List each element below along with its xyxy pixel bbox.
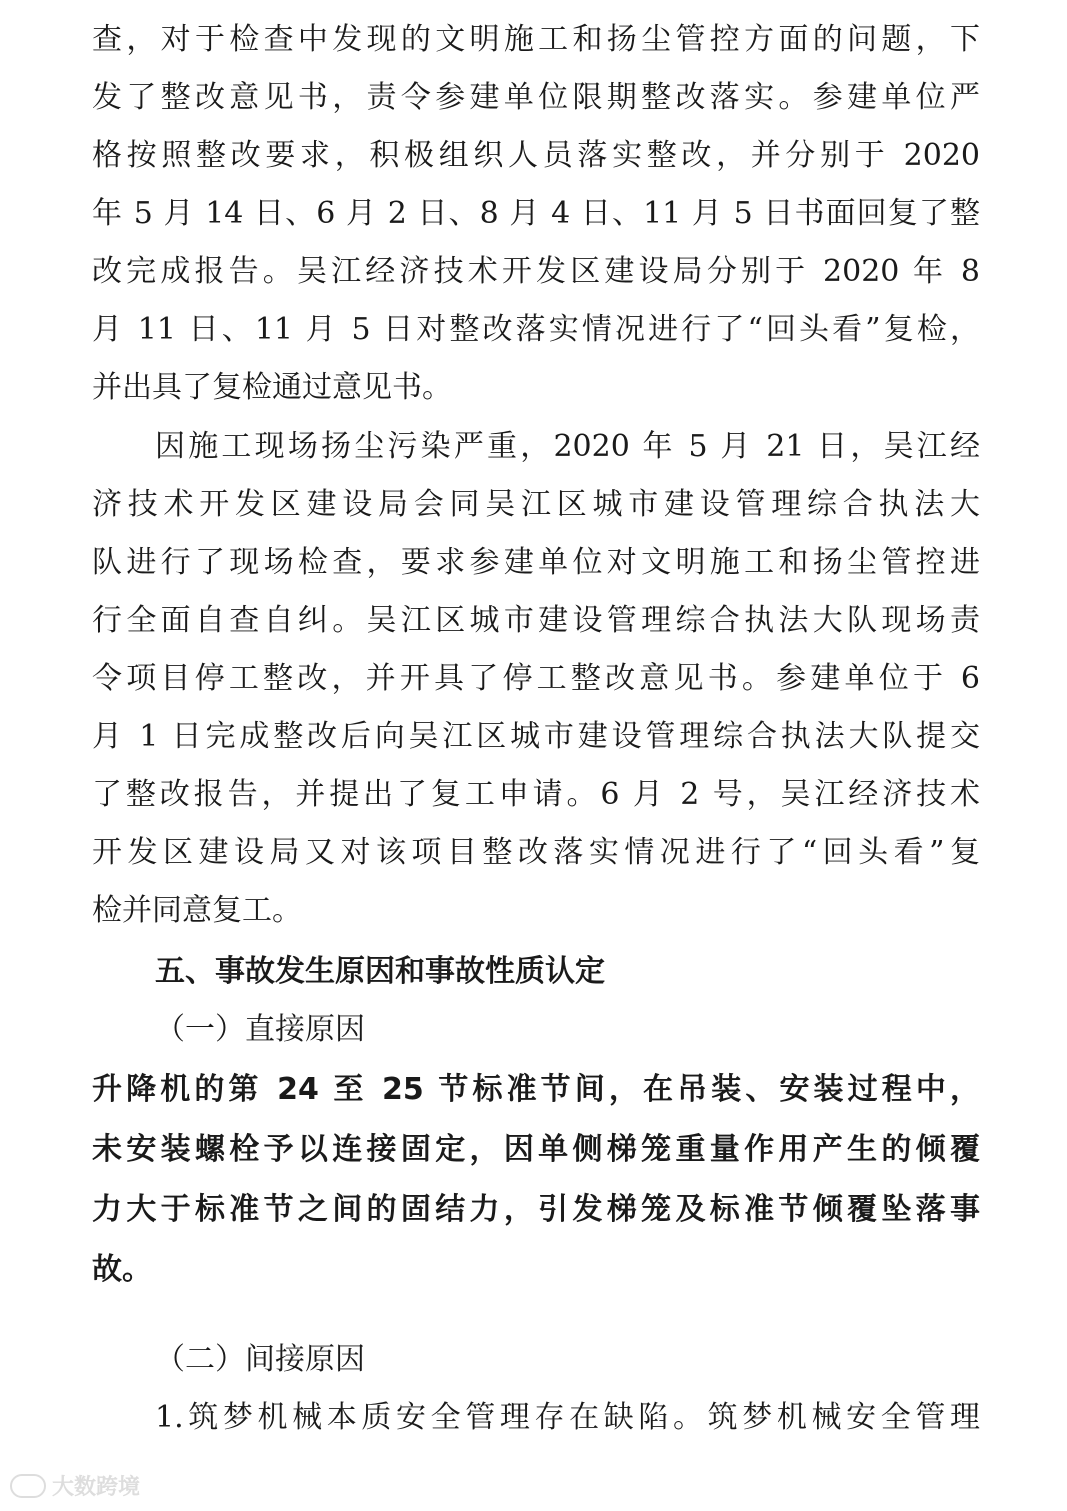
text-line: 年 5 月 14 日、6 月 2 日、8 月 4 日、11 月 5 日书面回复了整	[92, 196, 980, 231]
text-line: 查，对于检查中发现的文明施工和扬尘管控方面的问题，下	[92, 22, 980, 57]
text-line: 改完成报告。吴江经济技术开发区建设局分别于 2020 年 8	[92, 254, 980, 289]
text-line: 了整改报告，并提出了复工申请。6 月 2 号，吴江经济技术	[92, 777, 980, 812]
text-line: 月 11 日、11 月 5 日对整改落实情况进行了“回头看”复检，	[92, 312, 980, 347]
text-line: 开发区建设局又对该项目整改落实情况进行了“回头看”复	[92, 835, 980, 870]
text-line: 升降机的第 24 至 25 节标准节间，在吊装、安装过程中，	[92, 1072, 980, 1107]
text-line: 队进行了现场检查，要求参建单位对文明施工和扬尘管控进	[92, 545, 980, 580]
watermark	[10, 1470, 140, 1501]
watermark-text: 大数跨境	[52, 1475, 141, 1500]
subsection-heading: （一）直接原因	[155, 1012, 365, 1047]
text-line: 格按照整改要求，积极组织人员落实整改，并分别于 2020	[92, 138, 980, 173]
text-line: 济技术开发区建设局会同吴江区城市建设管理综合执法大	[92, 487, 980, 522]
text-line: 故。	[92, 1252, 152, 1287]
text-line: 因施工现场扬尘污染严重，2020 年 5 月 21 日，吴江经	[155, 429, 980, 464]
text-line: 令项目停工整改，并开具了停工整改意见书。参建单位于 6	[92, 661, 980, 696]
subsection-heading: （二）间接原因	[155, 1342, 365, 1377]
text-line: 并出具了复检通过意见书。	[92, 370, 452, 405]
text-line: 力大于标准节之间的固结力，引发梯笼及标准节倾覆坠落事	[92, 1192, 980, 1227]
text-line: 1.筑梦机械本质安全管理存在缺陷。筑梦机械安全管理	[155, 1400, 980, 1435]
section-heading: 五、事故发生原因和事故性质认定	[155, 954, 605, 989]
text-line: 检并同意复工。	[92, 893, 302, 928]
watermark-logo-icon	[10, 1474, 46, 1498]
text-line: 行全面自查自纠。吴江区城市建设管理综合执法大队现场责	[92, 603, 980, 638]
text-line: 月 1 日完成整改后向吴江区城市建设管理综合执法大队提交	[92, 719, 980, 754]
text-line: 发了整改意见书，责令参建单位限期整改落实。参建单位严	[92, 80, 980, 115]
text-line: 未安装螺栓予以连接固定，因单侧梯笼重量作用产生的倾覆	[92, 1132, 980, 1167]
